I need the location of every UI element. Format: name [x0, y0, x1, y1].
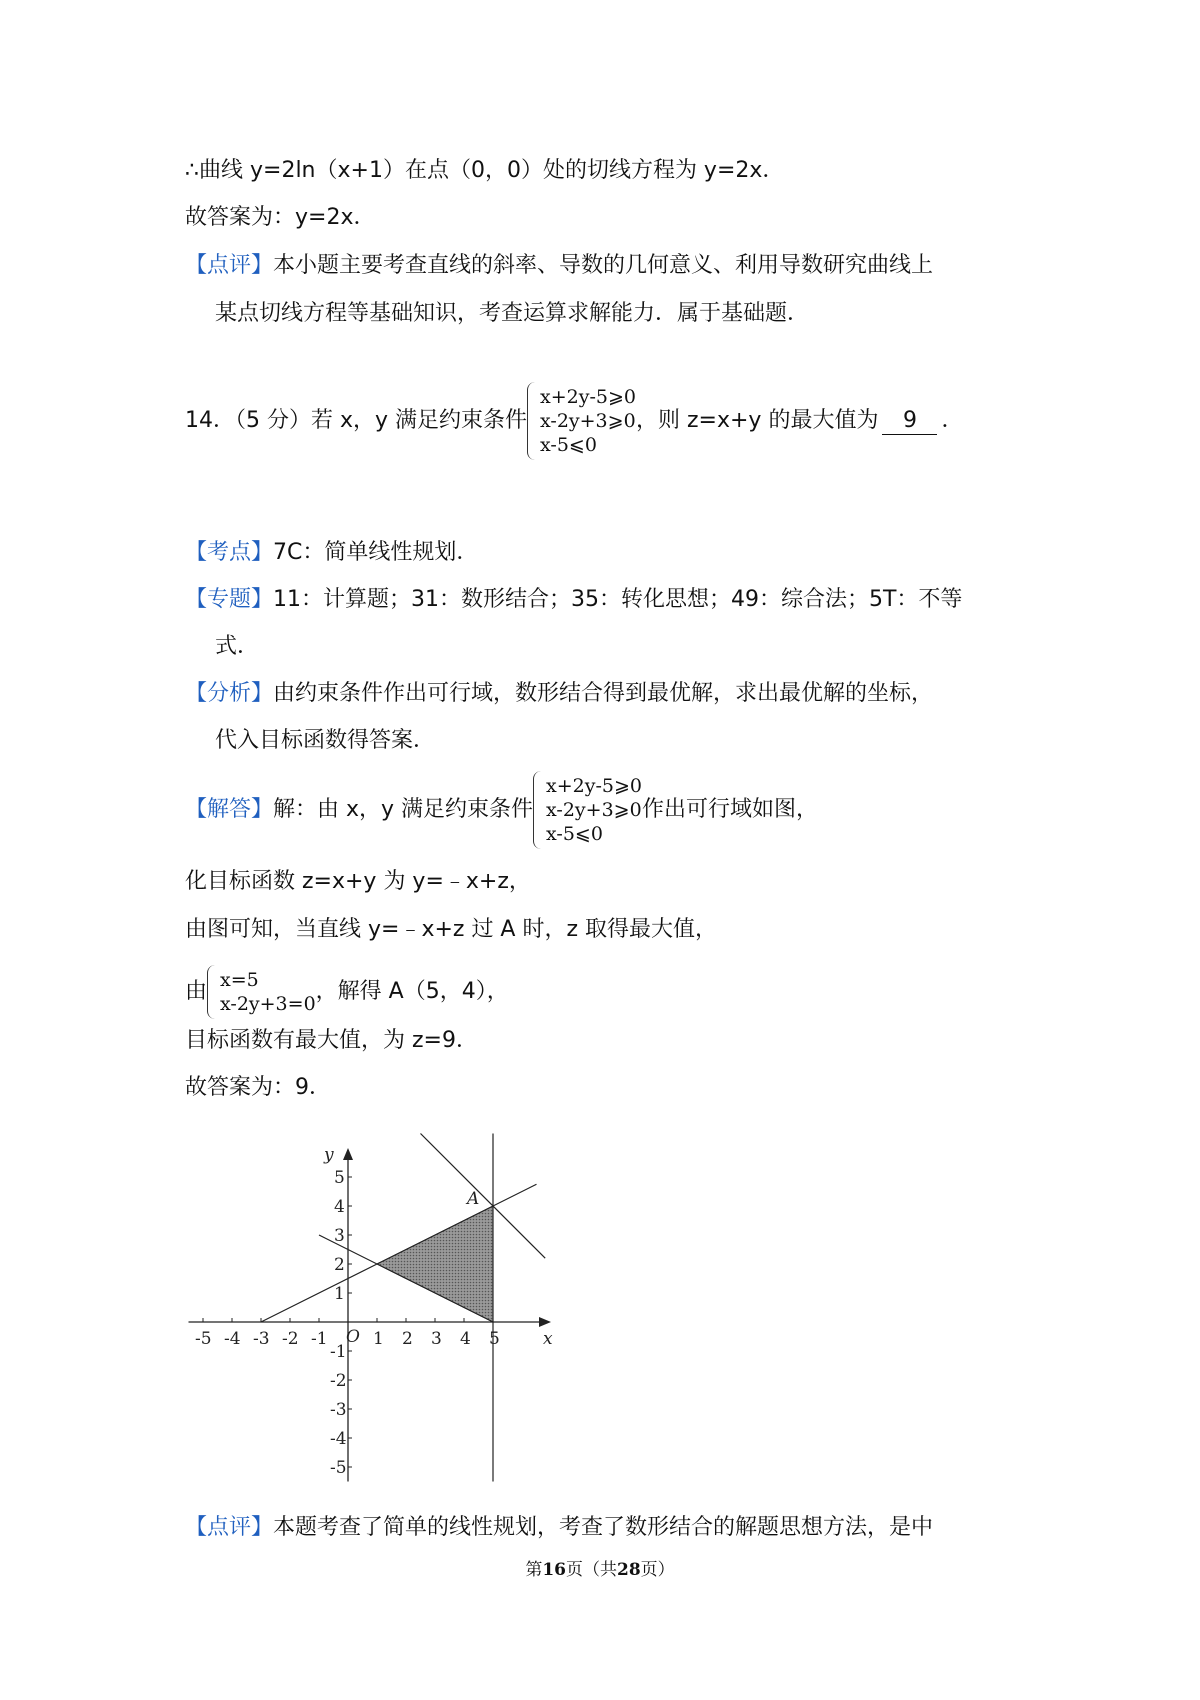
page-footer	[0, 1555, 1200, 1580]
solution-step: 由图可知，当直线 y=﹣x+z 过 A 时，z 取得最大值，	[185, 917, 718, 942]
x-tick-label: 2	[402, 1329, 413, 1349]
x-axis-label: x	[543, 1329, 553, 1349]
condition: x-2y+3⩾0	[540, 410, 636, 432]
text-line: ∴曲线 y=2ln（x+1）在点（0，0）处的切线方程为 y=2x．	[185, 158, 785, 183]
x-tick-label: -2	[282, 1329, 299, 1349]
review2-text: 本题考查了简单的线性规划，考查了数形结合的解题思想方法，是中	[273, 1515, 934, 1540]
solution-step: 化目标函数 z=x+y 为 y=﹣x+z，	[185, 869, 531, 894]
y-tick-label: 3	[334, 1226, 345, 1246]
x-tick-label: -3	[253, 1329, 270, 1349]
x-tick-label: -5	[195, 1329, 212, 1349]
kaodian-text: 7C：简单线性规划．	[273, 540, 479, 565]
question-middle: ，则 z=x+y 的最大值为	[636, 408, 879, 433]
kaodian-line	[185, 537, 478, 569]
y-tick-label: -4	[330, 1429, 347, 1449]
review2-line	[185, 1512, 933, 1544]
zhuanti-text: 11：计算题；31：数形结合；35：转化思想；49：综合法；5T：不等	[273, 587, 963, 612]
x-tick-label: 5	[489, 1329, 500, 1349]
equation: x=5	[220, 969, 259, 991]
x-axis-arrow	[539, 1317, 551, 1327]
y-axis-arrow	[343, 1148, 353, 1160]
page-number: 16	[542, 1560, 566, 1580]
x-tick-label: -4	[224, 1329, 241, 1349]
x-tick-label: 4	[460, 1329, 471, 1349]
origin-label: O	[346, 1327, 360, 1347]
section-tag: 【考点】	[185, 540, 274, 565]
jieda-line	[185, 771, 818, 849]
question-14	[185, 382, 963, 460]
review-text-cont: 某点切线方程等基础知识，考查运算求解能力．属于基础题．	[215, 301, 810, 326]
y-axis-label: y	[324, 1145, 334, 1165]
y-tick-label: -1	[330, 1342, 347, 1362]
x-tick-label: 1	[373, 1329, 384, 1349]
section-tag: 【专题】	[185, 587, 274, 612]
y-tick-label: 2	[334, 1255, 345, 1275]
step-suffix: ，解得 A（5，4），	[315, 979, 509, 1004]
x-tick-label: -1	[311, 1329, 328, 1349]
brace-icon	[207, 965, 217, 1019]
section-tag: 【点评】	[185, 1515, 274, 1540]
constraint-system	[527, 382, 636, 460]
condition: x-5⩽0	[546, 823, 603, 845]
x-tick-label: 3	[431, 1329, 442, 1349]
fenxi-text: 由约束条件作出可行域，数形结合得到最优解，求出最优解的坐标，	[273, 681, 934, 706]
brace-icon	[533, 771, 543, 849]
jieda-prefix: 解：由 x，y 满足约束条件	[273, 797, 534, 822]
review-text: 本小题主要考查直线的斜率、导数的几何意义、利用导数研究曲线上	[273, 253, 934, 278]
answer-blank: 9	[882, 408, 937, 435]
condition: x+2y-5⩾0	[546, 775, 643, 797]
footer-text: 第	[525, 1560, 543, 1580]
y-tick-label: -3	[330, 1400, 347, 1420]
equation-system	[207, 965, 316, 1019]
condition: x-5⩽0	[540, 434, 597, 456]
feasible-region-graph	[178, 1122, 568, 1478]
section-tag: 【分析】	[185, 681, 274, 706]
text-line: 故答案为：y=2x．	[185, 205, 376, 230]
point-label-a: A	[467, 1189, 480, 1209]
footer-text: 页（共	[566, 1560, 617, 1580]
y-tick-label: -5	[330, 1458, 347, 1478]
solution-step: 目标函数有最大值，为 z=9．	[185, 1028, 478, 1053]
question-prefix: 14．（5 分）若 x，y 满足约束条件	[185, 408, 528, 433]
solution-step: 故答案为：9．	[185, 1075, 331, 1100]
zhuanti-text-cont: 式．	[215, 634, 260, 659]
question-suffix: ．	[941, 408, 964, 433]
y-tick-label: 1	[334, 1284, 345, 1304]
review-line	[185, 250, 933, 282]
section-tag: 【点评】	[185, 253, 274, 278]
constraint-system	[533, 771, 642, 849]
brace-icon	[527, 382, 537, 460]
fenxi-text-cont: 代入目标函数得答案．	[215, 728, 436, 753]
condition: x+2y-5⩾0	[540, 386, 636, 408]
y-tick-label: 5	[334, 1168, 345, 1188]
footer-text: 页）	[640, 1560, 675, 1580]
y-tick-label: 4	[334, 1197, 345, 1217]
step-prefix: 由	[185, 979, 208, 1004]
condition: x-2y+3⩾0	[546, 799, 642, 821]
zhuanti-line	[185, 584, 962, 616]
fenxi-line	[185, 678, 933, 710]
total-pages: 28	[617, 1560, 641, 1580]
constraint-line	[261, 1184, 537, 1322]
section-tag: 【解答】	[185, 797, 274, 822]
equation: x-2y+3=0	[220, 993, 316, 1015]
solution-step-system	[185, 965, 509, 1019]
jieda-suffix: 作出可行域如图，	[642, 797, 819, 822]
y-tick-label: -2	[330, 1371, 347, 1391]
feasible-region	[377, 1206, 493, 1322]
